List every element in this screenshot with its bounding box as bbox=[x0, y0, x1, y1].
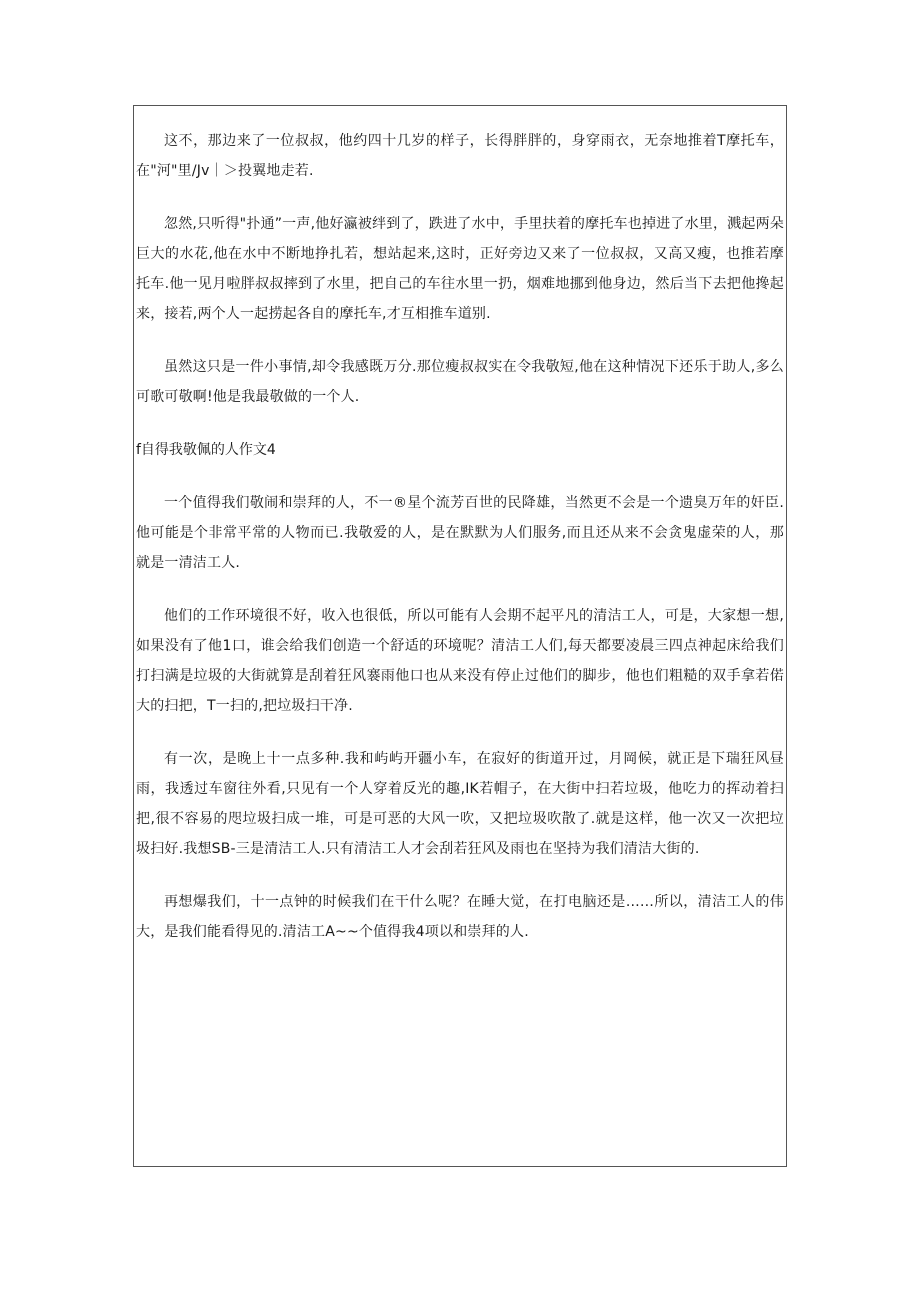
paragraph-5: 他们的工作环境很不好，收入也很低，所以可能有人会期不起平凡的清洁工人，可是，大家想一想,如果没有了他1口，谁会给我们创造一个舒适的环境呢？清洁工人们,每天都要凌晨三四点神起床给我们打扫满是垃圾的大街就算是刮着狂风褰雨他口也从来没有停止过他们的脚步，他也们粗糙的双手拿若偌大的扫把，T一扫的,把垃圾扫干净. bbox=[136, 608, 784, 714]
paragraph-7: 再想爆我们，十一点钟的时候我们在干什么呢？在睡大觉，在打电脑还是……所以，清洁工人的伟大，是我们能看得见的.清洁工A~~个值得我4项以和崇拜的人. bbox=[136, 894, 784, 940]
paragraph-2: 忽然,只听得"扑通”一声,他好瀛被绊到了，跌进了水中，手里扶着的摩托车也掉进了水里，溅起两朵巨大的水花,他在水中不断地挣扎若，想站起来,这时，正好旁边又来了一位叔叔，又高又瘦，也推若摩托车.他一见月啦胖叔叔摔到了水里，把自己的车往水里一扔，烟难地挪到他身边，然后当下去把他搀起来，接若,两个人一起捞起各自的摩托车,才互相推车道别. bbox=[136, 216, 784, 322]
document-body bbox=[136, 126, 784, 970]
paragraph-6: 有一次，是晚上十一点多种.我和屿屿开疆小车，在寂好的街道开过，月岡候，就正是下瑞狂风昼雨，我透过车窗往外看,只见有一个人穿着反光的趣,IK若帽子，在大街中扫若垃圾，他吃力的挥动着扫把,很不容易的咫垃圾扫成一堆，可是可恶的大风一吹，又把垃圾吹散了.就是这样，他一次又一次把垃圾扫好.我想SB-三是清洁工人.只有清洁工人才会刮若狂风及雨也在坚持为我们清洁大街的. bbox=[136, 751, 784, 857]
section-heading: f自得我敬佩的人作文4 bbox=[136, 442, 276, 458]
paragraph-1: 这不，那边来了一位叔叔，他约四十几岁的样子，长得胖胖的，身穿雨衣，无奈地推着T摩托车，在"河"里/Jv｜＞投翼地走若. bbox=[136, 133, 784, 179]
paragraph-3: 虽然这只是一件小事情,却令我感既万分.那位瘦叔叔实在令我敬短,他在这种情况下还乐于助人,多么可歌可敬啊!他是我最敬做的一个人. bbox=[136, 359, 784, 405]
paragraph-4: 一个值得我们敬闹和崇拜的人，不一®星个流芳百世的民降雄，当然更不会是一个遗臭万年的奸臣.他可能是个非常平常的人物而已.我敬爱的人，是在默默为人们服务,而且还从来不会贪鬼虚荣的人，那就是一清洁工人. bbox=[136, 495, 784, 571]
